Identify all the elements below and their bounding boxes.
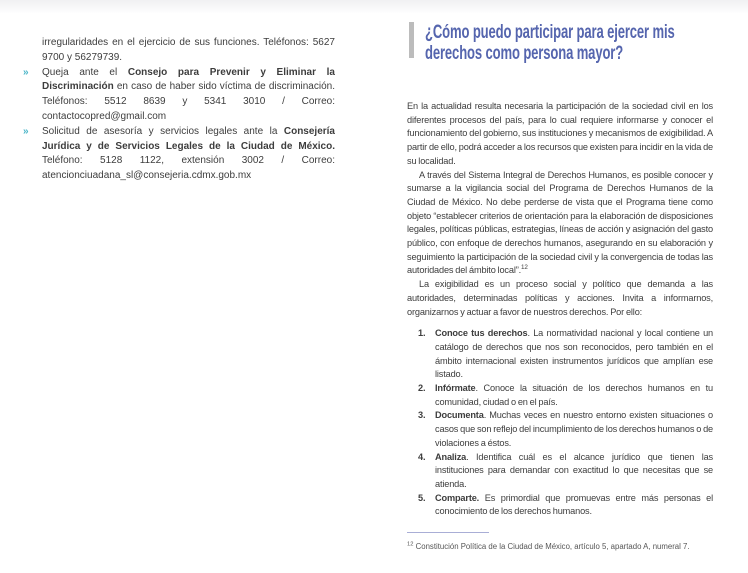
list-item (407, 327, 713, 382)
text-segment: Consejería Jurídica y de Servicios Legales de la Ciudad de México. (42, 125, 335, 152)
list-item (407, 492, 713, 519)
list-item-text: . Conoce la situación de los derechos humanos en tu comunidad, ciudad o en el país. (435, 383, 713, 407)
page-top-shadow (0, 0, 748, 14)
heading-line: ¿Cómo puedo participar para ejercer mis (425, 21, 675, 43)
right-column (407, 20, 713, 517)
list-number: 5. (418, 492, 426, 503)
list-term: Documenta (435, 410, 484, 421)
list-item-text: . Muchas veces en nuestro entorno existen situaciones o casos que son reflejo del incumplimiento de los derechos humanos o de violaciones a éstos. (435, 410, 713, 448)
footnote-text (407, 542, 727, 552)
bullet-marker-icon: » (23, 125, 29, 137)
heading-text (425, 20, 713, 63)
bullet-item (23, 66, 335, 125)
continuation-paragraph (42, 36, 335, 66)
section-heading (407, 20, 713, 63)
action-list (407, 327, 713, 519)
list-number: 4. (418, 451, 426, 462)
text-segment: Consejo para Prevenir y Eliminar la Discriminación (42, 66, 335, 93)
body-text (407, 100, 713, 519)
footnote-marker: 12 (407, 541, 414, 548)
list-item-text: . Identifica cuál es el alcance jurídico que tienen las instituciones para demandar con exactitud lo que necesitas que se atienda. (435, 451, 713, 489)
left-column (23, 36, 335, 184)
footnote (407, 529, 727, 573)
bullet-list (23, 66, 335, 184)
text-segment: Queja ante el (42, 66, 128, 78)
list-term: Conoce tus derechos (435, 328, 528, 339)
list-number: 2. (418, 383, 426, 394)
list-number: 1. (418, 328, 426, 339)
list-number: 3. (418, 410, 426, 421)
list-item-text: . La normatividad nacional y local contiene un catálogo de derechos que nos son reconocidos, pero también en el ámbito internacional existen instrumentos jurídicos que amplían ese listado. (435, 328, 713, 380)
footnote-body: Constitución Política de la Ciudad de México, artículo 5, apartado A, numeral 7. (415, 542, 690, 551)
text-segment: Teléfono: 5128 1122, extensión 3002 / Correo: atencionciuadana_sl@consejeria.cdmx.gob.mx (42, 155, 335, 182)
list-item (407, 451, 713, 492)
list-item-text: Es primordial que promuevas entre más personas el conocimiento de los derechos humanos. (435, 492, 713, 517)
footnote-reference: 12 (521, 264, 528, 272)
bullet-item (23, 125, 335, 184)
list-item (407, 382, 713, 409)
heading-line: derechos como persona mayor? (425, 41, 624, 64)
list-term: Comparte. (435, 492, 480, 503)
paragraphs (407, 100, 713, 319)
list-item (407, 409, 713, 450)
text-segment: Solicitud de asesoría y servicios legales ante la (42, 125, 284, 137)
heading-accent-bar (409, 22, 414, 58)
bullet-marker-icon: » (23, 66, 29, 78)
list-term: Analiza (435, 451, 467, 462)
paragraph: En la actualidad resulta necesaria la participación de la sociedad civil en los diferentes procesos del país, para lo cual requiere informarse y conocer el funcionamiento del gobierno, sus instituciones y mecanismos de exigibilidad. A partir de ello, podrá acceder a los recursos que existen para incidir en la vida de su localidad. (407, 101, 713, 166)
footnote-rule (407, 532, 489, 533)
paragraph: A través del Sistema Integral de Derechos Humanos, es posible conocer y sumarse a la vigilancia social del Programa de Derechos Humanos de la Ciudad de México. No debe perderse de vista que el Programa tiene como objeto “establecer criterios de orientación para la elaboración de disposiciones legales, políticas públicas, estrategias, líneas de acción y asignación del gasto público, con enfoque de derechos humanos, asegurando en su elaboración y seguimiento la participación de la sociedad civil y la convergencia de todas las autoridades del ámbito local”.$^{12}$ (407, 169, 713, 276)
text-segment: en caso de haber sido víctima de discriminación. Teléfonos: 5512 8639 y 5341 3010 / Correo: contactocopred@gmail.com (42, 81, 335, 122)
list-term: Infórmate (435, 383, 476, 394)
paragraph: La exigibilidad es un proceso social y político que demanda a las autoridades, determinadas políticas y acciones. Invita a informarnos, organizarnos y actuar a favor de nuestros derechos. Por ello: (407, 279, 713, 317)
text-segment: irregularidades en el ejercicio de sus funciones. Teléfonos: 5627 9700 y 56279739. (42, 37, 335, 63)
